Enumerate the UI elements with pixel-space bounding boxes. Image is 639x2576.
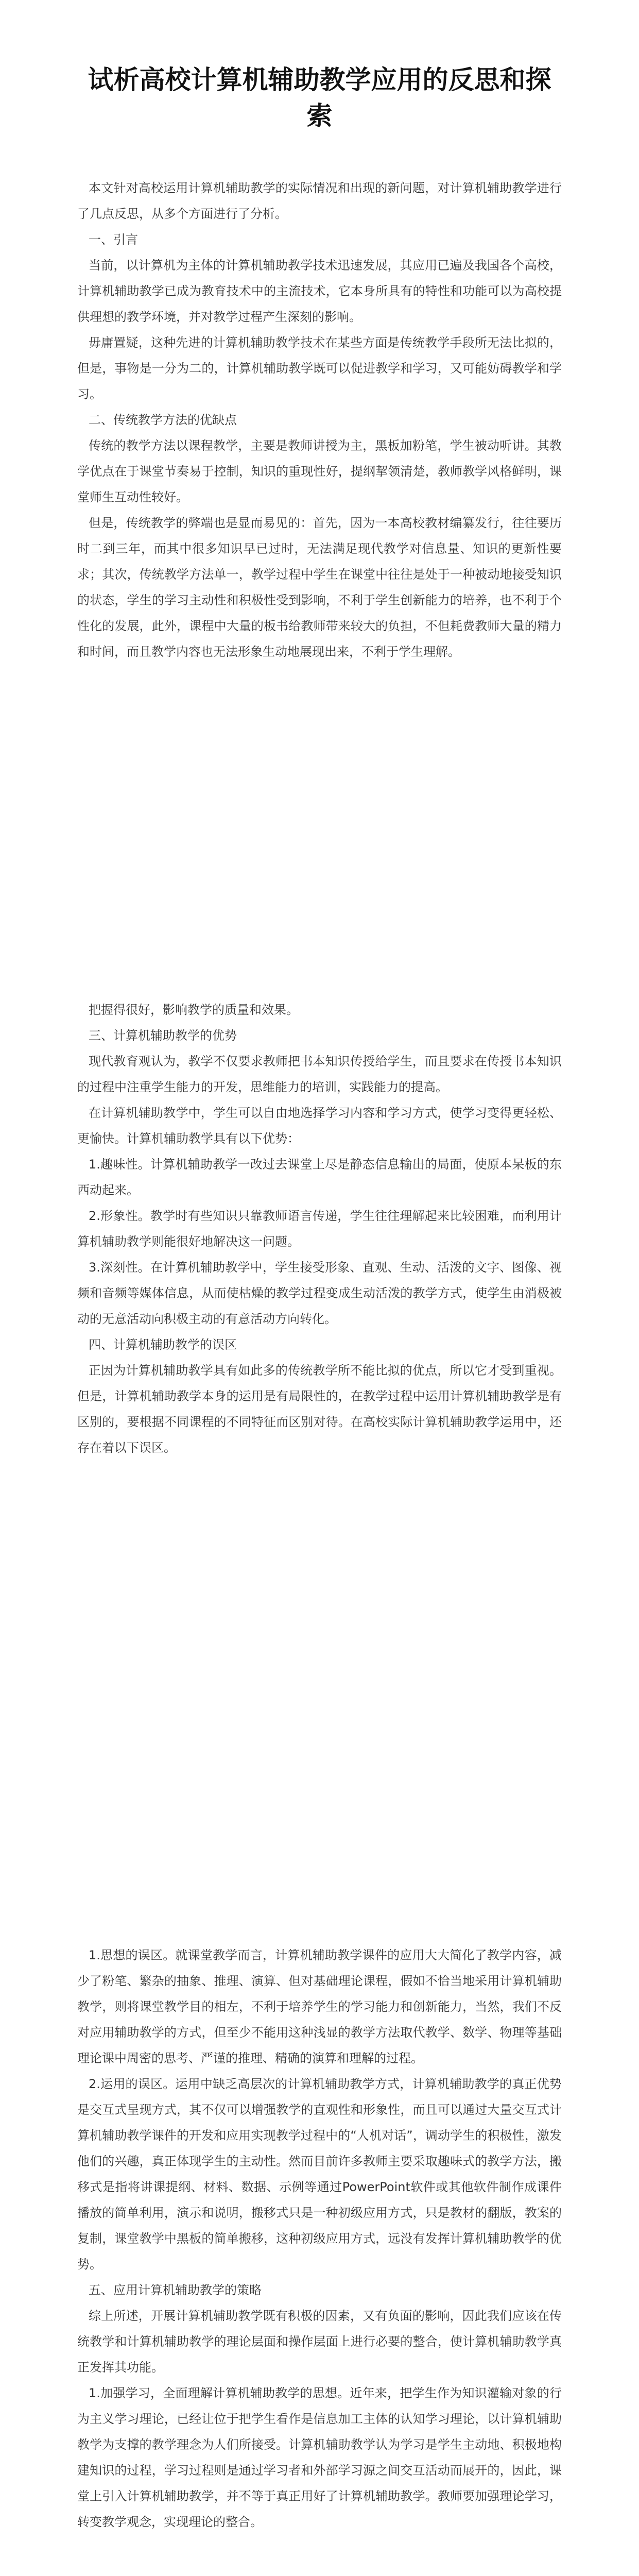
list-item: 2.形象性。教学时有些知识只靠教师语言传递，学生往往理解起来比较困难，而利用计算机辅助教学则能很好地解决这一问题。 [77,1209,562,1249]
heading-introduction: 一、引言 [89,232,138,247]
paragraph: 但是，传统教学的弊端也是显而易见的：首先，因为一本高校教材编纂发行，往往要历时二到三年，而其中很多知识早已过时，无法满足现代教学对信息量、知识的更新性要求；其次，传统教学方法单一，教学过程中学生在课堂中往往是处于一种被动地接受知识的状态，学生的学习主动性和积极性受到影响，不利于学生创新能力的培养，也不利于个性化的发展，此外，课程中大量的板书给教师带来较大的负担，不但耗费教师大量的精力和时间，而且教学内容也无法形象生动地展现出来，不利于学生理解。 [77,516,562,659]
document-title: 试析高校计算机辅助教学应用的反思和探索 [88,64,551,131]
intro-paragraph: 本文针对高校运用计算机辅助教学的实际情况和出现的新问题，对计算机辅助教学进行了几点反思，从多个方面进行了分析。 [77,181,562,221]
paragraph: 毋庸置疑，这种先进的计算机辅助教学技术在某些方面是传统教学手段所无法比拟的，但是，事物是一分为二的，计算机辅助教学既可以促进教学和学习，又可能妨碍教学和学习。 [77,335,562,401]
list-item: 1.趣味性。计算机辅助教学一改过去课堂上尽是静态信息输出的局面，使原本呆板的东西动起来。 [77,1157,562,1197]
list-item: 1.加强学习，全面理解计算机辅助教学的思想。近年来，把学生作为知识灌输对象的行为主义学习理论，已经让位于把学生看作是信息加工主体的认知学习理论，以计算机辅助教学为支撑的教学理念为人们所接受。计算机辅助教学认为学习是学生主动地、积极地构建知识的过程，学习过程则是通过学习者和外部学习源之间交互活动而展开的，因此，课堂上引入计算机辅助教学，并不等于真正用好了计算机辅助教学。教师要加强理论学习，转变教学观念，实现理论的整合。 [77,2386,562,2529]
paragraph: 综上所述，开展计算机辅助教学既有积极的因素，又有负面的影响，因此我们应该在传统教学和计算机辅助教学的理论层面和操作层面上进行必要的整合，使计算机辅助教学真正发挥其功能。 [77,2309,562,2375]
list-item: 1.思想的误区。就课堂教学而言，计算机辅助教学课件的应用大大简化了教学内容，减少了粉笔、繁杂的抽象、推理、演算、但对基础理论课程，假如不恰当地采用计算机辅助教学，则将课堂教学目的相左，不利于培养学生的学习能力和创新能力，当然，我们不反对应用辅助教学的方式，但至少不能用这种浅显的教学方法取代教学、数学、物理等基础理论课中周密的思考、严谨的推理、精确的演算和理解的过程。 [77,1948,562,2065]
list-item: 3.深刻性。在计算机辅助教学中，学生接受形象、直观、生动、活泼的文字、图像、视频和音频等媒体信息，从而使枯燥的教学过程变成生动活泼的教学方式，使学生由消极被动的无意活动向积极主动的有意活动方向转化。 [77,1260,562,1326]
paragraph: 把握得很好，影响教学的质量和效果。 [89,1003,299,1017]
paragraph: 现代教育观认为，教学不仅要求教师把书本知识传授给学生，而且要求在传授书本知识的过程中注重学生能力的开发，思维能力的培训，实践能力的提高。 [77,1054,562,1094]
list-item: 2.运用的误区。运用中缺乏高层次的计算机辅助教学方式，计算机辅助教学的真正优势是交互式呈现方式，其不仅可以增强教学的直观性和形象性，而且可以通过大量交互式计算机辅助教学课件的开发和应用实现教学过程中的“人机对话”，调动学生的积极性，激发他们的兴趣，真正体现学生的主动性。然而目前许多教师主要采取趣味式的教学方法，搬移式是指将讲课提纲、材料、数据、示例等通过PowerPoint软件或其他软件制作成课件播放的简单利用，演示和说明，搬移式只是一种初级应用方式，只是教材的翻版，教案的复制，课堂教学中黑板的简单搬移，这种初级应用方式，远没有发挥计算机辅助教学的优势。 [77,2077,562,2272]
section-block-2 [77,997,562,1461]
heading-traditional-methods: 二、传统教学方法的优缺点 [89,413,237,427]
paragraph: 当前，以计算机为主体的计算机辅助教学技术迅速发展，其应用已遍及我国各个高校，计算机辅助教学已成为教育技术中的主流技术，它本身所具有的特性和功能可以为高校提供理想的教学环境，并对教学过程产生深刻的影响。 [77,258,562,324]
section-block-3 [77,1942,562,2535]
paragraph: 在计算机辅助教学中，学生可以自由地选择学习内容和学习方式，使学习变得更轻松、更愉快。计算机辅助教学具有以下优势： [77,1106,562,1146]
paragraph: 传统的教学方法以课程教学，主要是教师讲授为主，黑板加粉笔，学生被动听讲。其教学优点在于课堂节奏易于控制，知识的重现性好，提纲挈领清楚，教师教学风格鲜明，课堂师生互动性较好。 [77,438,562,504]
paragraph: 正因为计算机辅助教学具有如此多的传统教学所不能比拟的优点，所以它才受到重视。但是，计算机辅助教学本身的运用是有局限性的，在教学过程中运用计算机辅助教学是有区别的，要根据不同课程的不同特征而区别对待。在高校实际计算机辅助教学运用中，还存在着以下误区。 [77,1363,562,1455]
heading-strategies: 五、应用计算机辅助教学的策略 [89,2283,262,2297]
section-block-1 [77,175,562,665]
heading-misconceptions: 四、计算机辅助教学的误区 [89,1337,237,1352]
heading-advantages: 三、计算机辅助教学的优势 [89,1028,237,1043]
